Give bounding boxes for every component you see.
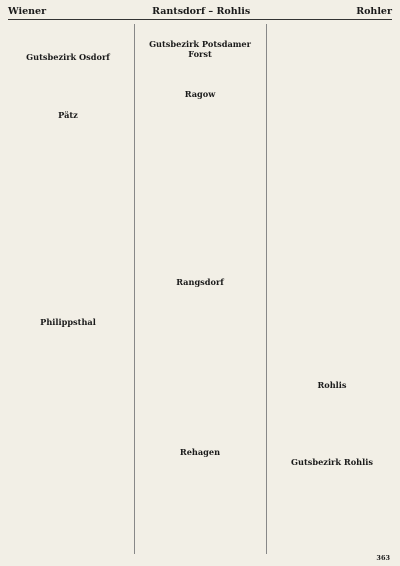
column-2 (134, 24, 260, 554)
directory-entry (140, 80, 260, 86)
section-title: Gutsbezirk Rohlis (291, 456, 373, 467)
page-number: 363 (376, 554, 390, 562)
section-title: Rohlis (317, 379, 347, 390)
section-title: Ragow (184, 89, 216, 100)
directory-entry (140, 521, 260, 527)
section-title: Rehagen (179, 447, 221, 458)
directory-entry (8, 43, 128, 49)
directory-entry (272, 481, 392, 487)
directory-entry (140, 438, 260, 444)
column-1 (8, 24, 128, 554)
running-head-right: Rohler (356, 6, 392, 17)
section-title: Pätz (58, 110, 78, 121)
section-title: Rangsdorf (176, 277, 224, 288)
running-head (8, 6, 392, 20)
directory-entry (272, 447, 392, 453)
directory-entry (140, 268, 260, 274)
section-title: Philippsthal (40, 316, 96, 327)
section-title: Gutsbezirk Potsdamer Forst (149, 39, 251, 60)
directory-entry (8, 101, 128, 107)
section-title: Gutsbezirk Osdorf (26, 51, 110, 62)
running-head-left: Wiener (8, 6, 47, 17)
running-head-center: Rantsdorf – Rohlis (152, 6, 251, 17)
directory-entry (272, 371, 392, 377)
directory-entry (8, 416, 128, 422)
directory-columns (8, 24, 392, 554)
column-3 (266, 24, 392, 554)
directory-entry (140, 30, 260, 36)
directory-entry (8, 308, 128, 314)
